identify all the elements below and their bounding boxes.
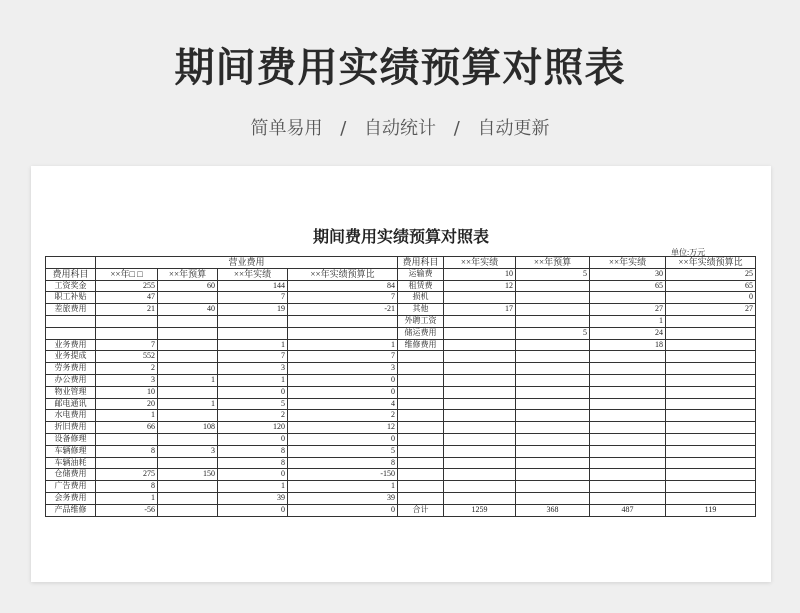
value-cell <box>516 339 590 351</box>
value-cell: 24 <box>590 327 666 339</box>
value-cell <box>516 457 590 469</box>
table-row <box>398 398 756 410</box>
value-cell <box>444 327 516 339</box>
value-cell: 18 <box>590 339 666 351</box>
expense-item-cell: 车辆油耗 <box>46 457 96 469</box>
table-row <box>398 374 756 386</box>
table-row <box>46 422 398 434</box>
table-row <box>398 433 756 445</box>
table-row <box>46 504 398 516</box>
value-cell: 3 <box>96 374 158 386</box>
table-row <box>46 445 398 457</box>
value-cell: 7 <box>218 351 288 363</box>
value-cell <box>590 481 666 493</box>
value-cell: 5 <box>516 268 590 280</box>
expense-item-cell <box>398 351 444 363</box>
value-cell <box>444 315 516 327</box>
value-cell <box>666 315 756 327</box>
value-cell: 60 <box>158 280 218 292</box>
total-value: 368 <box>516 504 590 516</box>
value-cell: 7 <box>288 351 398 363</box>
expense-item-cell <box>398 457 444 469</box>
total-value: 119 <box>666 504 756 516</box>
value-cell <box>590 374 666 386</box>
value-cell: 7 <box>288 292 398 304</box>
column-header: ××年实绩 <box>590 257 666 269</box>
expense-item-cell: 办公费用 <box>46 374 96 386</box>
expense-item-cell <box>398 386 444 398</box>
banner-subtitle <box>0 114 800 140</box>
value-cell <box>96 457 158 469</box>
table-row <box>398 445 756 457</box>
table-row <box>398 327 756 339</box>
value-cell: 108 <box>158 422 218 434</box>
value-cell <box>666 374 756 386</box>
value-cell <box>96 315 158 327</box>
value-cell <box>158 410 218 422</box>
expense-item-cell: 水电费用 <box>46 410 96 422</box>
banner-title: 期间费用实绩预算对照表 <box>174 45 626 91</box>
value-cell: 27 <box>590 304 666 316</box>
value-cell <box>444 339 516 351</box>
expense-item-cell: 邮电通讯 <box>46 398 96 410</box>
value-cell: 1 <box>218 339 288 351</box>
expense-item-cell: 会务费用 <box>46 492 96 504</box>
value-cell: 1 <box>218 374 288 386</box>
expense-item-cell: 运输费 <box>398 268 444 280</box>
value-cell <box>444 433 516 445</box>
value-cell: -150 <box>288 469 398 481</box>
value-cell: 275 <box>96 469 158 481</box>
value-cell: 3 <box>158 445 218 457</box>
value-cell <box>158 351 218 363</box>
value-cell <box>590 410 666 422</box>
value-cell: 65 <box>666 280 756 292</box>
value-cell: 84 <box>288 280 398 292</box>
expense-item-cell: 设备修理 <box>46 433 96 445</box>
value-cell <box>444 492 516 504</box>
value-cell <box>444 445 516 457</box>
value-cell <box>158 363 218 375</box>
value-cell: 39 <box>288 492 398 504</box>
expense-item-cell: 储运费用 <box>398 327 444 339</box>
value-cell <box>666 410 756 422</box>
value-cell: 3 <box>288 363 398 375</box>
expense-item-cell: 物业管理 <box>46 386 96 398</box>
value-cell <box>158 292 218 304</box>
expense-item-cell <box>398 445 444 457</box>
value-cell <box>516 386 590 398</box>
total-row <box>398 504 756 516</box>
expense-item-cell: 租赁费 <box>398 280 444 292</box>
value-cell: 1 <box>158 398 218 410</box>
value-cell <box>158 386 218 398</box>
blank-cell <box>46 257 96 269</box>
expense-item-cell <box>398 374 444 386</box>
table-row <box>398 492 756 504</box>
expense-item-cell: 折旧费用 <box>46 422 96 434</box>
subtitle-part: 自动统计 <box>364 118 436 139</box>
unit-label: 单位:万元 <box>671 248 706 257</box>
value-cell <box>590 469 666 481</box>
value-cell <box>666 398 756 410</box>
value-cell <box>666 433 756 445</box>
table-row <box>46 315 398 327</box>
expense-item-cell <box>398 398 444 410</box>
expense-item-cell: 其他 <box>398 304 444 316</box>
expense-item-cell: 工资奖金 <box>46 280 96 292</box>
value-cell: 0 <box>666 292 756 304</box>
value-cell <box>516 445 590 457</box>
table-row <box>398 410 756 422</box>
table-row <box>46 327 398 339</box>
total-label: 合计 <box>398 504 444 516</box>
value-cell <box>666 422 756 434</box>
value-cell <box>516 422 590 434</box>
table-row <box>398 481 756 493</box>
value-cell: 20 <box>96 398 158 410</box>
spreadsheet-card <box>31 166 771 582</box>
value-cell <box>444 481 516 493</box>
value-cell <box>288 315 398 327</box>
subtitle-part: 简单易用 <box>250 118 323 139</box>
column-header: ××年实绩预算比 <box>288 268 398 280</box>
value-cell: 12 <box>288 422 398 434</box>
expense-item-cell <box>398 410 444 422</box>
expense-item-cell: 产品维修 <box>46 504 96 516</box>
value-cell <box>666 339 756 351</box>
value-cell <box>96 327 158 339</box>
group-header-row <box>46 257 398 269</box>
value-cell <box>288 327 398 339</box>
table-row <box>46 339 398 351</box>
value-cell <box>666 386 756 398</box>
value-cell: 5 <box>288 445 398 457</box>
value-cell: 552 <box>96 351 158 363</box>
value-cell <box>666 492 756 504</box>
value-cell: 0 <box>288 433 398 445</box>
table-row <box>398 363 756 375</box>
table-row <box>46 280 398 292</box>
other-expense-table <box>397 256 756 517</box>
expense-item-cell: 职工补贴 <box>46 292 96 304</box>
value-cell <box>666 445 756 457</box>
value-cell: 0 <box>218 433 288 445</box>
subtitle-separator: / <box>340 118 347 139</box>
expense-item-cell: 业务费用 <box>46 339 96 351</box>
table-row <box>398 304 756 316</box>
table-row <box>46 351 398 363</box>
sheet-title: 期间费用实绩预算对照表 <box>312 227 489 246</box>
header-row <box>398 257 756 269</box>
value-cell: 8 <box>218 457 288 469</box>
value-cell: 3 <box>218 363 288 375</box>
value-cell: 39 <box>218 492 288 504</box>
operating-expense-table <box>45 256 398 517</box>
value-cell <box>590 433 666 445</box>
column-header: 费用科目 <box>46 268 96 280</box>
table-row <box>398 268 756 280</box>
value-cell <box>666 363 756 375</box>
value-cell <box>516 292 590 304</box>
value-cell <box>444 422 516 434</box>
value-cell: 8 <box>96 481 158 493</box>
value-cell <box>444 292 516 304</box>
table-row <box>398 292 756 304</box>
expense-item-cell: 仓储费用 <box>46 469 96 481</box>
value-cell <box>666 327 756 339</box>
value-cell: 8 <box>288 457 398 469</box>
table-row <box>46 374 398 386</box>
column-header: ××年实绩 <box>444 257 516 269</box>
expense-item-cell: 车辆修理 <box>46 445 96 457</box>
table-row <box>46 410 398 422</box>
value-cell: 0 <box>288 374 398 386</box>
value-cell <box>590 351 666 363</box>
expense-item-cell <box>46 327 96 339</box>
header-row <box>46 268 398 280</box>
expense-item-cell <box>398 363 444 375</box>
value-cell <box>516 304 590 316</box>
expense-item-cell: 劳务费用 <box>46 363 96 375</box>
value-cell <box>218 315 288 327</box>
value-cell: 0 <box>218 504 288 516</box>
column-header: ××年预算 <box>516 257 590 269</box>
column-header: ××年预算 <box>158 268 218 280</box>
value-cell: 66 <box>96 422 158 434</box>
value-cell: 25 <box>666 268 756 280</box>
value-cell: 30 <box>590 268 666 280</box>
value-cell: 7 <box>96 339 158 351</box>
value-cell: 65 <box>590 280 666 292</box>
expense-item-cell <box>398 433 444 445</box>
value-cell: 47 <box>96 292 158 304</box>
value-cell: 0 <box>218 386 288 398</box>
value-cell: 7 <box>218 292 288 304</box>
value-cell: 27 <box>666 304 756 316</box>
value-cell: 0 <box>288 504 398 516</box>
column-header: ××年□ □ <box>96 268 158 280</box>
group-header: 营业费用 <box>96 257 398 269</box>
table-row <box>398 422 756 434</box>
value-cell: 21 <box>96 304 158 316</box>
column-header: ××年实绩 <box>218 268 288 280</box>
value-cell <box>590 422 666 434</box>
table-row <box>46 386 398 398</box>
value-cell: 0 <box>288 386 398 398</box>
table-row <box>46 304 398 316</box>
value-cell: 17 <box>444 304 516 316</box>
value-cell: 2 <box>288 410 398 422</box>
value-cell <box>516 481 590 493</box>
value-cell <box>516 351 590 363</box>
value-cell: 10 <box>96 386 158 398</box>
value-cell <box>590 363 666 375</box>
expense-item-cell <box>398 492 444 504</box>
value-cell: 8 <box>96 445 158 457</box>
value-cell: 1 <box>158 374 218 386</box>
value-cell: 120 <box>218 422 288 434</box>
expense-item-cell: 维修费用 <box>398 339 444 351</box>
subtitle-part: 自动更新 <box>477 118 550 139</box>
column-header: ××年实绩预算比 <box>666 257 756 269</box>
value-cell: 0 <box>218 469 288 481</box>
table-row <box>398 457 756 469</box>
value-cell <box>444 469 516 481</box>
table-row <box>398 315 756 327</box>
value-cell: 1 <box>288 339 398 351</box>
value-cell: 12 <box>444 280 516 292</box>
subtitle-separator: / <box>453 118 460 139</box>
value-cell: 2 <box>96 363 158 375</box>
value-cell: 8 <box>218 445 288 457</box>
table-row <box>46 492 398 504</box>
value-cell <box>666 481 756 493</box>
value-cell <box>666 457 756 469</box>
total-value: 1259 <box>444 504 516 516</box>
expense-item-cell: 业务提成 <box>46 351 96 363</box>
value-cell <box>590 492 666 504</box>
expense-item-cell <box>398 422 444 434</box>
value-cell <box>158 315 218 327</box>
value-cell: 5 <box>218 398 288 410</box>
expense-item-cell: 广告费用 <box>46 481 96 493</box>
value-cell: 144 <box>218 280 288 292</box>
value-cell: 19 <box>218 304 288 316</box>
value-cell <box>158 339 218 351</box>
value-cell: -56 <box>96 504 158 516</box>
value-cell <box>444 398 516 410</box>
expense-item-cell <box>46 315 96 327</box>
table-row <box>46 433 398 445</box>
value-cell <box>516 492 590 504</box>
value-cell: 5 <box>516 327 590 339</box>
value-cell: 2 <box>218 410 288 422</box>
value-cell <box>444 457 516 469</box>
table-row <box>46 469 398 481</box>
value-cell: 150 <box>158 469 218 481</box>
expense-item-cell: 差旅费用 <box>46 304 96 316</box>
value-cell <box>516 280 590 292</box>
value-cell <box>516 469 590 481</box>
value-cell <box>516 398 590 410</box>
value-cell <box>158 457 218 469</box>
value-cell: 1 <box>96 410 158 422</box>
value-cell <box>516 363 590 375</box>
value-cell <box>218 327 288 339</box>
value-cell <box>158 481 218 493</box>
value-cell <box>666 351 756 363</box>
value-cell: 255 <box>96 280 158 292</box>
value-cell <box>96 433 158 445</box>
value-cell <box>590 292 666 304</box>
value-cell: 4 <box>288 398 398 410</box>
value-cell: 1 <box>288 481 398 493</box>
value-cell <box>444 410 516 422</box>
expense-item-cell <box>398 481 444 493</box>
total-value: 487 <box>590 504 666 516</box>
value-cell <box>590 398 666 410</box>
value-cell <box>590 457 666 469</box>
value-cell <box>444 374 516 386</box>
value-cell: 10 <box>444 268 516 280</box>
value-cell <box>158 504 218 516</box>
value-cell <box>590 445 666 457</box>
value-cell <box>158 327 218 339</box>
table-row <box>46 363 398 375</box>
table-row <box>398 469 756 481</box>
table-row <box>398 351 756 363</box>
table-row <box>46 292 398 304</box>
value-cell: 40 <box>158 304 218 316</box>
value-cell <box>444 386 516 398</box>
expense-item-cell: 损机 <box>398 292 444 304</box>
value-cell <box>666 469 756 481</box>
value-cell: 1 <box>96 492 158 504</box>
table-row <box>398 339 756 351</box>
value-cell <box>516 315 590 327</box>
table-row <box>398 280 756 292</box>
value-cell: 1 <box>590 315 666 327</box>
value-cell: 1 <box>218 481 288 493</box>
column-header: 费用科目 <box>398 257 444 269</box>
value-cell <box>516 374 590 386</box>
expense-item-cell: 外聘工资 <box>398 315 444 327</box>
value-cell <box>590 386 666 398</box>
value-cell <box>158 492 218 504</box>
value-cell: -21 <box>288 304 398 316</box>
value-cell <box>516 410 590 422</box>
table-row <box>46 481 398 493</box>
value-cell <box>444 363 516 375</box>
table-row <box>46 457 398 469</box>
table-row <box>398 386 756 398</box>
value-cell <box>516 433 590 445</box>
value-cell <box>444 351 516 363</box>
expense-item-cell <box>398 469 444 481</box>
table-row <box>46 398 398 410</box>
value-cell <box>158 433 218 445</box>
